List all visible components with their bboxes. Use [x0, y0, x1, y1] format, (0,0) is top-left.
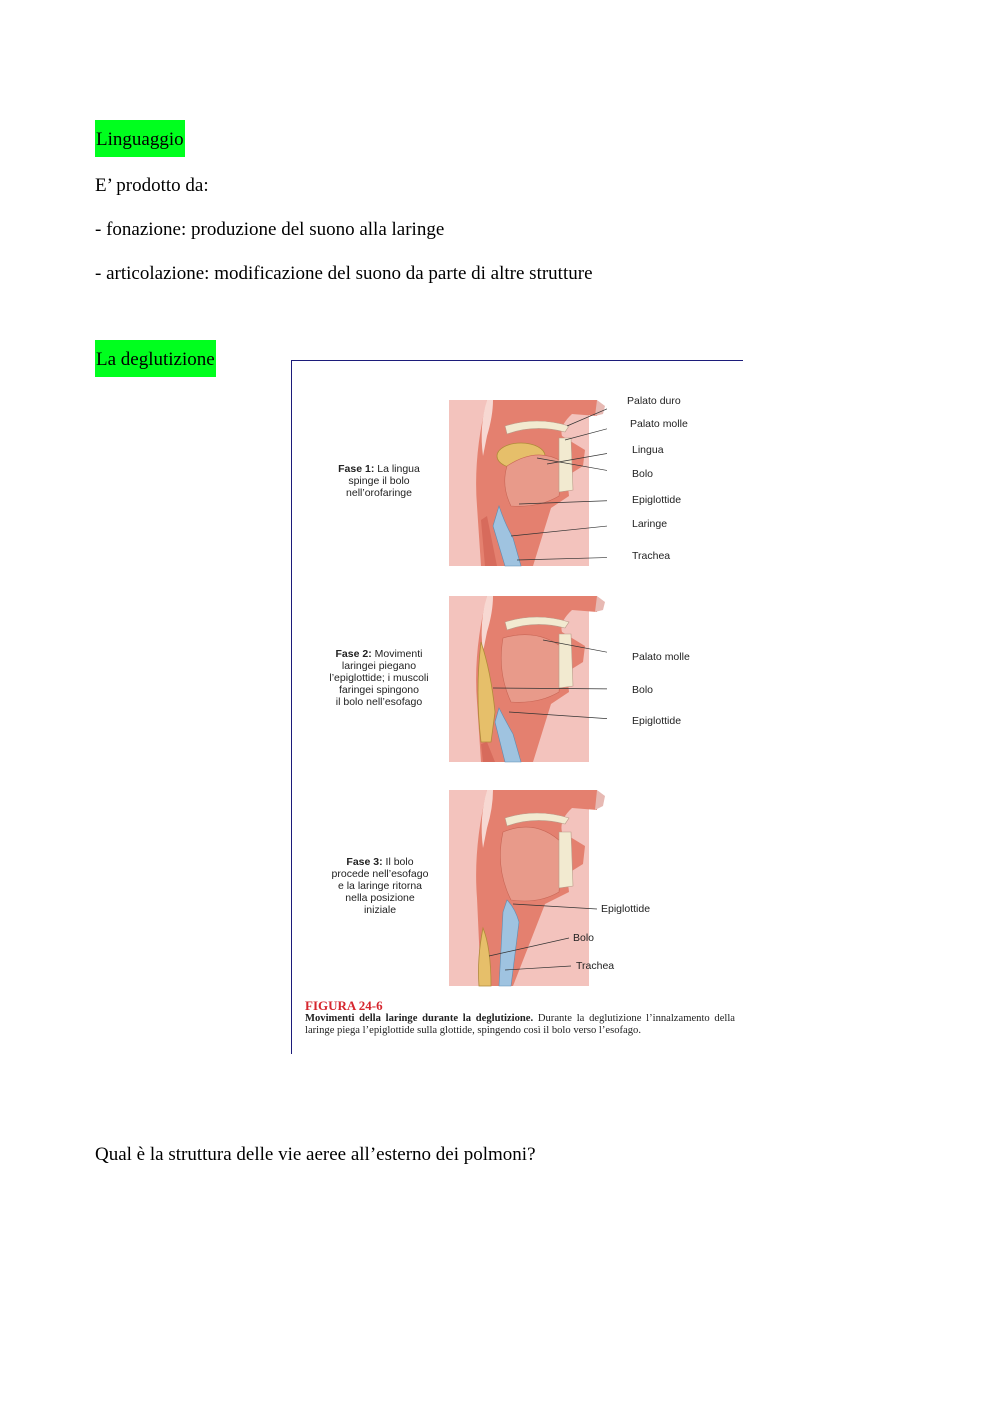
label-epiglottide: Epiglottide [632, 715, 682, 727]
label-trachea: Trachea [632, 550, 671, 562]
figure-frame-left [291, 360, 292, 1054]
heading-deglutizione: La deglutizione [95, 348, 216, 372]
label-bolo: Bolo [632, 468, 654, 480]
swallowing-figure [291, 360, 743, 1054]
phase2-illustration [447, 592, 607, 764]
list-item-fonazione: - fonazione: produzione del suono alla laringe [95, 219, 445, 240]
figure-caption-text: Movimenti della laringe durante la deglutizione. Durante la deglutizione l’innalzamento della laringe piega l’epiglottide sulla glottide, spingendo così il bolo verso l’esofago. [305, 1013, 735, 1036]
label-bolo: Bolo [573, 932, 595, 944]
phase1-illustration [447, 396, 607, 568]
label-palato-duro: Palato duro [627, 395, 681, 407]
figure-frame-top [291, 360, 743, 361]
phase3-illustration [447, 788, 607, 988]
label-palato-molle: Palato molle [630, 418, 688, 430]
heading-linguaggio: Linguaggio [95, 128, 185, 152]
label-laringe: Laringe [632, 518, 668, 530]
label-bolo: Bolo [632, 684, 654, 696]
label-epiglottide: Epiglottide [632, 494, 682, 506]
phase2-description: Fase 2: Movimenti laringei piegano l’epiglottide; i muscoli faringei spingono il bolo nell’esofago [329, 648, 429, 708]
label-lingua: Lingua [632, 444, 664, 456]
list-item-articolazione: - articolazione: modificazione del suono da parte di altre strutture [95, 263, 593, 284]
phase1-description: Fase 1: La lingua spinge il bolo nell’orofaringe [338, 463, 420, 499]
label-trachea: Trachea [576, 960, 615, 972]
figure-caption-title: FIGURA 24-6 [305, 998, 383, 1013]
label-epiglottide: Epiglottide [601, 903, 651, 915]
question-text: Qual è la struttura delle vie aeree all’esterno dei polmoni? [95, 1144, 536, 1165]
intro-text: E’ prodotto da: [95, 175, 209, 196]
phase3-description: Fase 3: Il bolo procede nell’esofago e la laringe ritorna nella posizione iniziale [331, 856, 429, 916]
label-palato-molle: Palato molle [632, 651, 690, 663]
